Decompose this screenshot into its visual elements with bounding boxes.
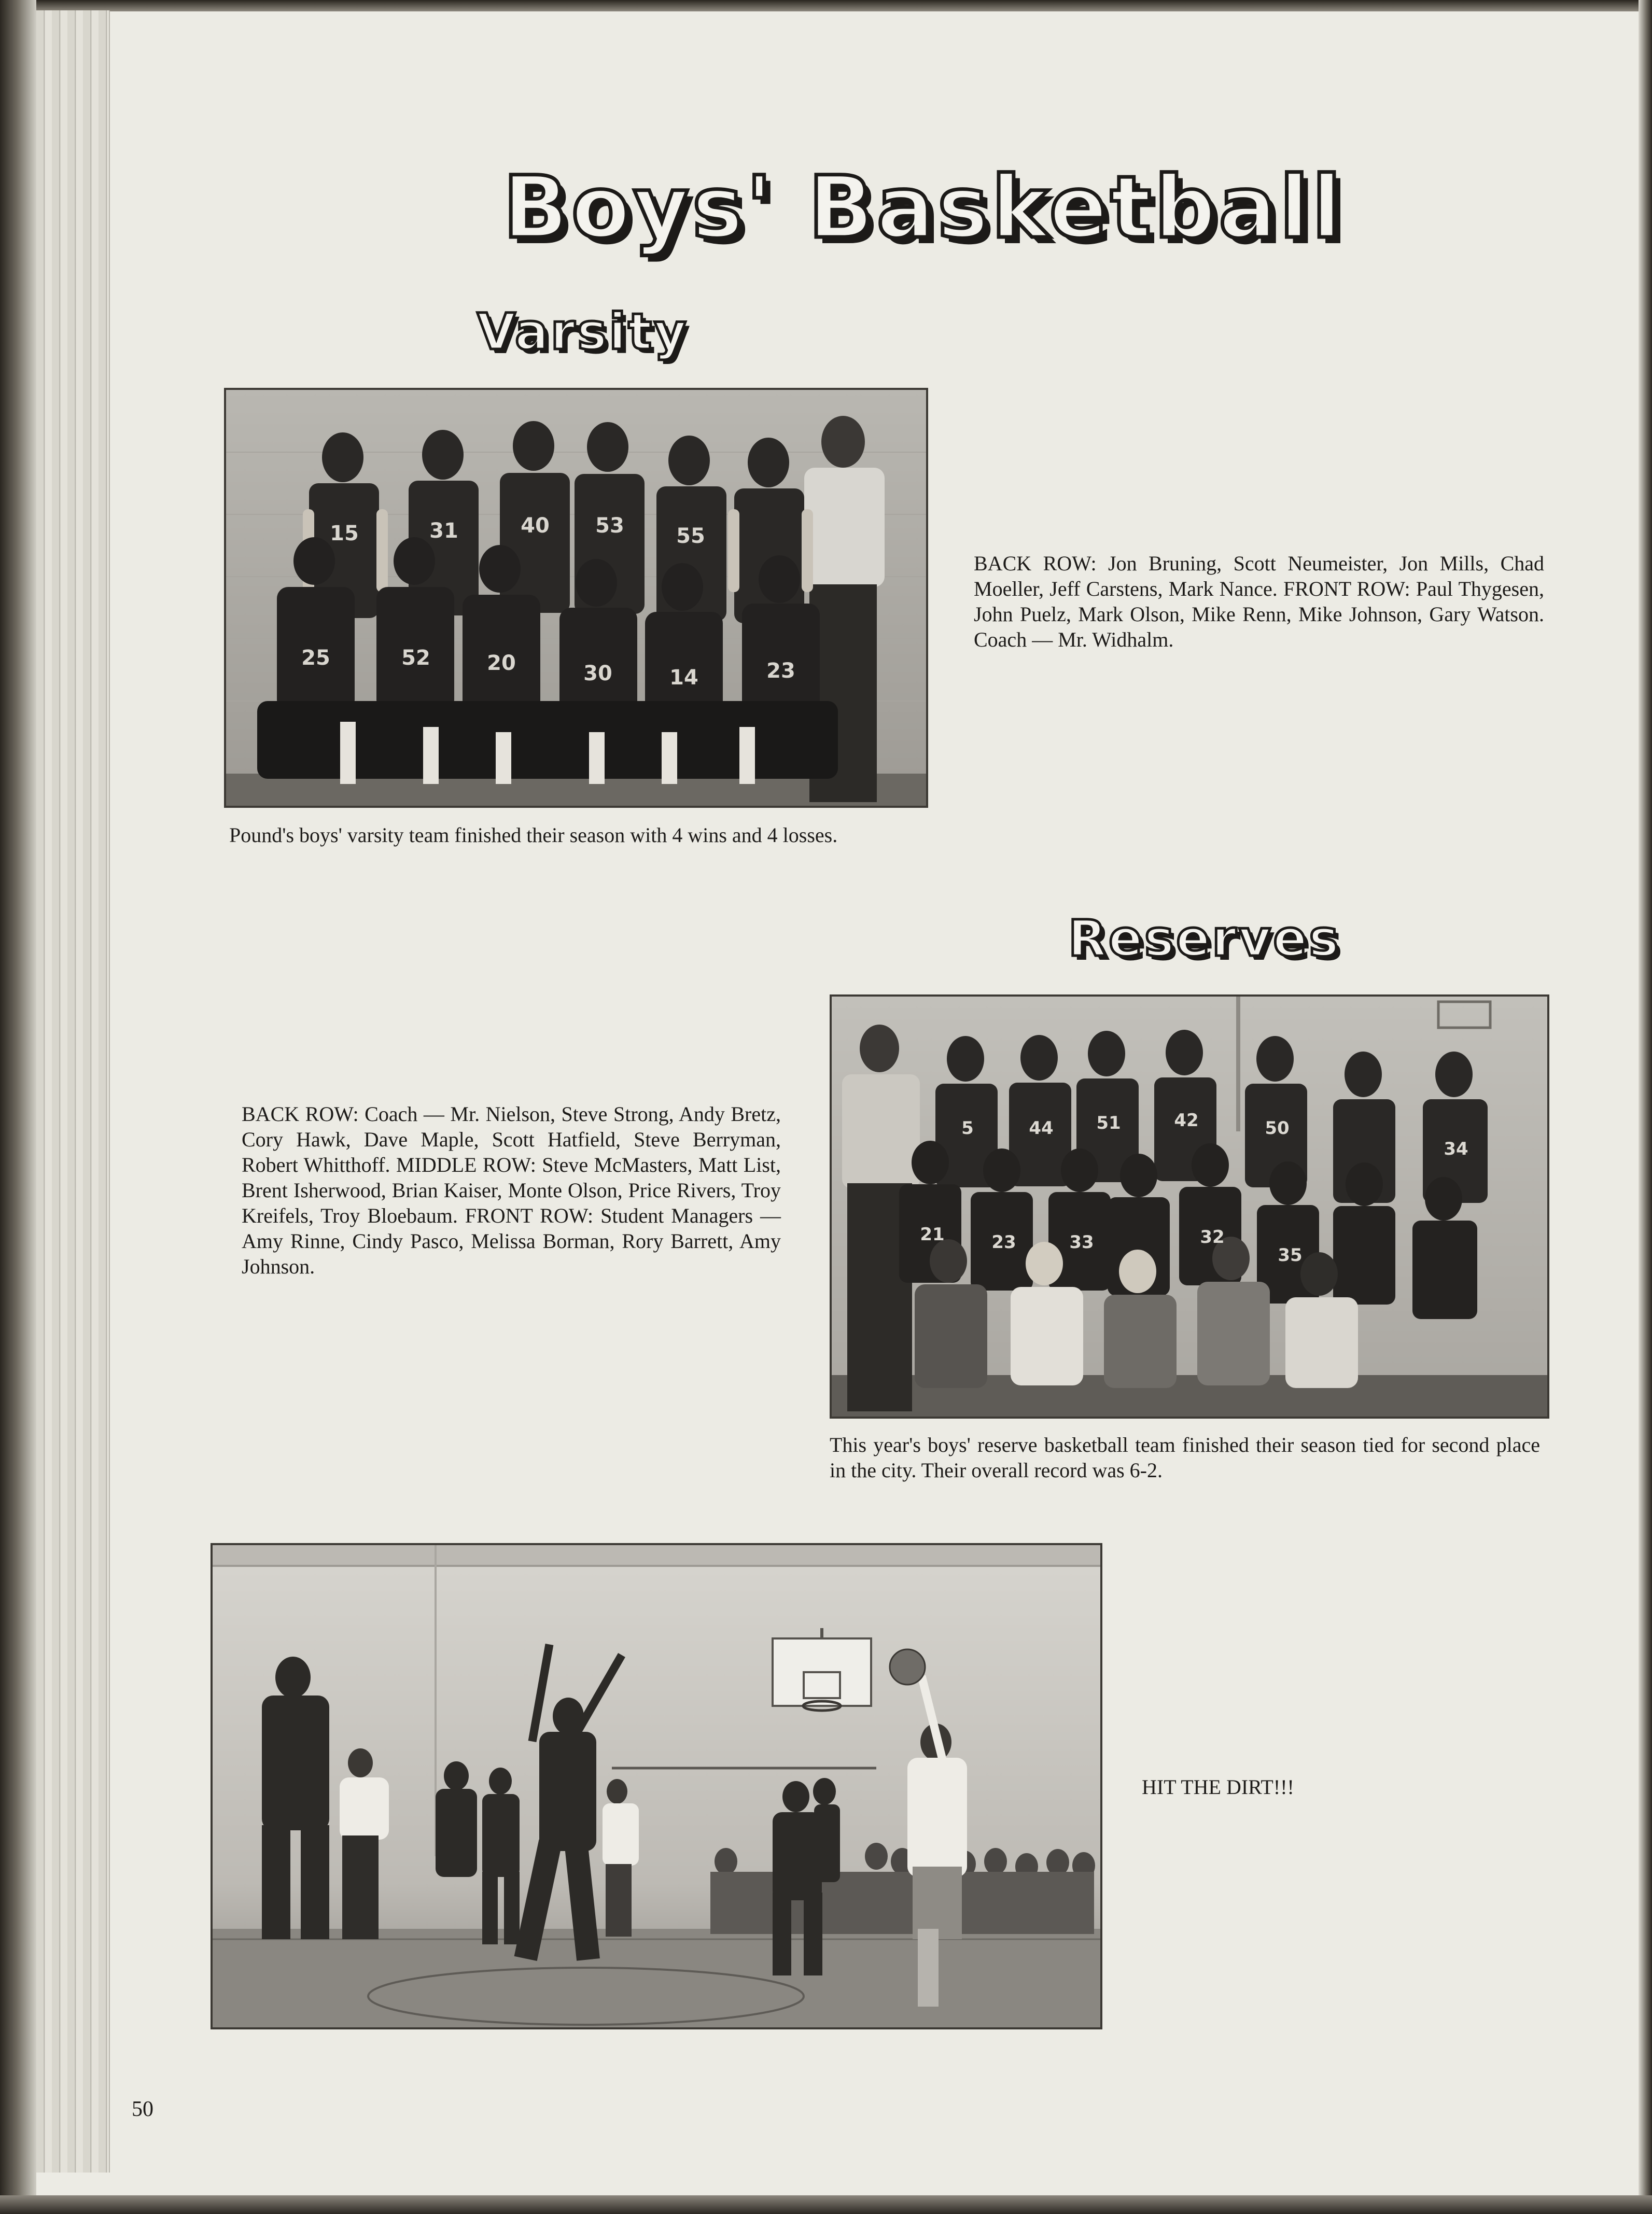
varsity-caption: Pound's boys' varsity team finished their season with 4 wins and 4 losses.	[229, 823, 838, 847]
jersey-number: 20	[487, 651, 516, 675]
jersey-number: 21	[920, 1224, 945, 1245]
jersey-number: 34	[1444, 1139, 1468, 1159]
jersey-number: 30	[583, 662, 612, 685]
jersey-number: 50	[1265, 1118, 1290, 1139]
page-bottom-edge	[0, 2195, 1652, 2214]
jersey-number: 52	[401, 646, 430, 670]
jersey-number: 55	[676, 524, 705, 548]
jersey-number: 23	[766, 659, 795, 683]
game-action-photo	[211, 1543, 1102, 2029]
varsity-heading: Varsity	[477, 303, 689, 361]
action-photo-caption: HIT THE DIRT!!!	[1142, 1775, 1294, 1799]
jersey-number: 31	[429, 519, 458, 543]
jersey-number: 35	[1278, 1245, 1303, 1266]
page-title: Boys' Basketball	[503, 158, 1345, 257]
jersey-number: 15	[330, 522, 359, 545]
jersey-number: 14	[669, 666, 698, 690]
jersey-number: 44	[1029, 1118, 1054, 1139]
reserves-roster-text: BACK ROW: Coach — Mr. Nielson, Steve Strong, Andy Bretz, Cory Hawk, Dave Maple, Scott Hatfield, Steve Berryman, Robert Whitthoff. MIDDLE ROW: Steve McMasters, Matt List, Brent Isherwood, Brian Kaiser, Monte Olson, Price Rivers, Troy Kreifels, Troy Bloebaum. FRONT ROW: Student Managers — Amy Rinne, Cindy Pasco, Melissa Borman, Rory Barrett, Amy Johnson.	[242, 1102, 781, 1278]
jersey-number: 53	[595, 514, 624, 538]
reserves-team-photo	[830, 994, 1549, 1419]
action-photo-image	[213, 1545, 1100, 2027]
varsity-photo-image	[226, 390, 926, 806]
jersey-number: 33	[1069, 1232, 1094, 1253]
jersey-number: 42	[1174, 1110, 1199, 1131]
jersey-number: 25	[301, 646, 330, 670]
page-right-edge	[1639, 0, 1652, 2214]
page-top-edge	[0, 0, 1652, 11]
page-edges	[36, 10, 110, 2173]
page-number: 50	[132, 2097, 153, 2121]
reserves-heading: Reserves	[1068, 909, 1341, 968]
book-spine	[0, 0, 36, 2214]
jersey-number: 40	[521, 514, 550, 538]
jersey-number: 5	[961, 1118, 974, 1139]
jersey-number: 32	[1200, 1227, 1225, 1248]
varsity-team-photo	[224, 388, 928, 808]
jersey-number: 23	[991, 1232, 1016, 1253]
reserves-caption: This year's boys' reserve basketball team finished their season tied for second place in the city. Their overall record was 6-2.	[830, 1433, 1540, 1482]
varsity-roster-text: BACK ROW: Jon Bruning, Scott Neumeister, Jon Mills, Chad Moeller, Jeff Carstens, Mark Nance. FRONT ROW: Paul Thygesen, John Puelz, Mark Olson, Mike Renn, Mike Johnson, Gary Watson. Coach — Mr. Widhalm.	[974, 552, 1544, 651]
reserves-photo-image	[832, 997, 1547, 1417]
jersey-number: 51	[1096, 1113, 1121, 1133]
